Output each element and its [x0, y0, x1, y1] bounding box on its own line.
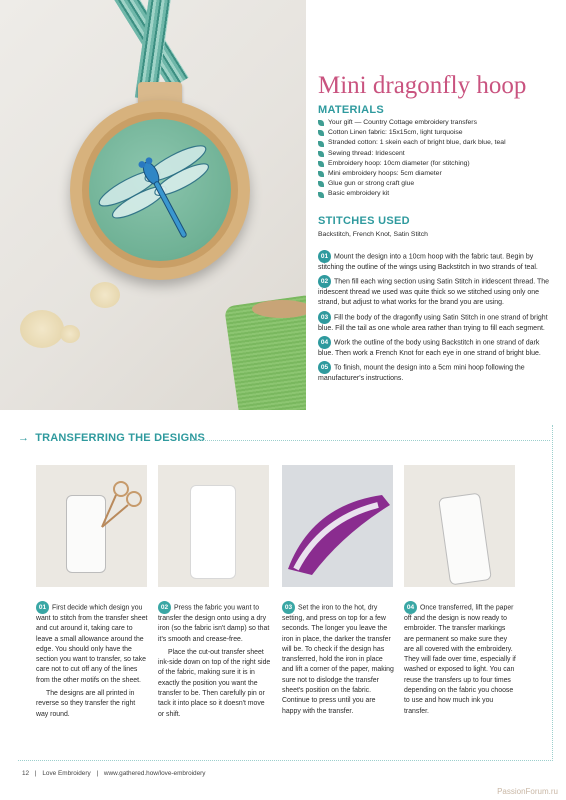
- transfer-tag: [438, 493, 492, 586]
- footer-url[interactable]: www.gathered.how/love-embroidery: [103, 770, 206, 777]
- dried-flower: [60, 325, 80, 343]
- footer-separator: |: [96, 770, 99, 777]
- scissors-icon: [36, 465, 147, 587]
- step: [318, 275, 553, 308]
- stitches-heading: STITCHES USED: [318, 215, 410, 227]
- step-text: Fill the body of the dragonfly using Satin Stitch in one strand of bright blue. Fill the tail as one whole area rather than trying to fill each segment.: [318, 313, 548, 332]
- step-number: 03: [318, 311, 331, 324]
- step-number: 04: [404, 601, 417, 614]
- magazine-name: Love Embroidery: [42, 770, 91, 777]
- transfer-paper: [190, 485, 236, 579]
- dried-flower: [20, 310, 64, 348]
- step-photo-place: [158, 465, 269, 587]
- step-text: Mount the design into a 10cm hoop with the fabric taut. Begin by stitching the outline of the wings using Backstitch in two strands of teal.: [318, 253, 538, 271]
- list-item: Glue gun or strong craft glue: [318, 179, 506, 189]
- transfer-heading: → TRANSFERRING THE DESIGNS: [18, 432, 206, 444]
- steps-list: [318, 250, 553, 386]
- watermark: PassionForum.ru: [497, 787, 558, 796]
- spool-top: [252, 300, 306, 318]
- leaf-icon: [318, 130, 324, 136]
- list-item: Stranded cotton: 1 skein each of bright blue, dark blue, teal: [318, 138, 506, 148]
- transfer-step-2: 02 Press the fabric you want to transfer the design onto using a dry iron (so the fabric isn't damp) so that it's smooth and crease-free. Place the cut-out transfer sheet ink-side down on top of the right side of the fabric, making sure it is in exactly the position you want the transfer to be. Then carefully pin or tack it into place so it doesn't move or shift.: [158, 601, 271, 723]
- step-text: Work the outline of the body using Backstitch in one strand of dark blue. Then work a French Knot for each eye in one strand of bright blue.: [318, 339, 541, 357]
- dried-flower: [90, 282, 120, 308]
- page-footer: [22, 770, 209, 777]
- hero-photo: [0, 0, 306, 410]
- footer-separator: |: [34, 770, 37, 777]
- step: [318, 250, 553, 273]
- materials-list: [318, 118, 506, 200]
- step-photo-finished: [404, 465, 515, 587]
- list-item: Your gift — Country Cottage embroidery transfers: [318, 118, 506, 128]
- stitches-list: Backstitch, French Knot, Satin Stitch: [318, 231, 428, 238]
- list-item: Sewing thread: Iridescent: [318, 149, 506, 159]
- list-item: Cotton Linen fabric: 15x15cm, light turquoise: [318, 128, 506, 138]
- iron-icon: [282, 465, 393, 587]
- step: [318, 361, 553, 384]
- step-text: To finish, mount the design into a 5cm mini hoop following the manufacturer's instructions.: [318, 364, 525, 383]
- dragonfly-icon: [89, 119, 231, 261]
- leaf-icon: [318, 120, 324, 126]
- step-number: 05: [318, 361, 331, 374]
- step: [318, 336, 553, 359]
- step-number: 04: [318, 336, 331, 349]
- transfer-step-3: 03 Set the iron to the hot, dry setting, and press on top for a few seconds. The longer you leave the iron in place, the darker the transfer will be. To check if the design has transferred, hold the iron in place and lift a corner of the paper, making sure not to dislodge the transfer sheet's position on the fabric. Continue to press until you are happy with the transfer.: [282, 601, 395, 720]
- step-photo-cut: [36, 465, 147, 587]
- leaf-icon: [318, 192, 324, 198]
- leaf-icon: [318, 141, 324, 147]
- divider: [192, 440, 550, 441]
- page-number: 12: [22, 770, 30, 777]
- leaf-icon: [318, 151, 324, 157]
- transfer-step-1: 01 First decide which design you want to stitch from the transfer sheet and cut around it, taking care to leave a small allowance around the edge. You should only have the section you want to transfer, so take care not to cut off any of the lines from the other motifs on the sheet. The designs are all printed in reverse so they transfer the right way round.: [36, 601, 149, 723]
- leaf-icon: [318, 171, 324, 177]
- step-text: Then fill each wing section using Satin Stitch in iridescent thread. The iridescent thread we used was quite thick so we stitched using only one strand, but adjust to what works for the brand you are using.: [318, 278, 550, 307]
- step-number: 01: [36, 601, 49, 614]
- step-number: 01: [318, 250, 331, 263]
- step: [318, 311, 553, 334]
- transfer-step-4: 04 Once transferred, lift the paper off and the design is now ready to embroider. The transfer markings are permanent so make sure they are all covered with the embroidery. They will fade over time, especially if washed or exposed to light. You can reuse the transfers up to four times depending on the fabric you choose to use and how much ink you transfer.: [404, 601, 517, 720]
- list-item: Embroidery hoop: 10cm diameter (for stitching): [318, 159, 506, 169]
- step-number: 02: [158, 601, 171, 614]
- leaf-icon: [318, 181, 324, 187]
- step-number: 03: [282, 601, 295, 614]
- materials-heading: MATERIALS: [318, 104, 385, 116]
- step-photo-iron: [282, 465, 393, 587]
- page-title: Mini dragonfly hoop: [318, 72, 527, 99]
- list-item: Basic embroidery kit: [318, 189, 506, 199]
- dragonfly-hoop-image: [70, 100, 250, 280]
- arrow-right-icon: →: [18, 432, 30, 444]
- list-item: Mini embroidery hoops: 5cm diameter: [318, 169, 506, 179]
- step-number: 02: [318, 275, 331, 288]
- leaf-icon: [318, 161, 324, 167]
